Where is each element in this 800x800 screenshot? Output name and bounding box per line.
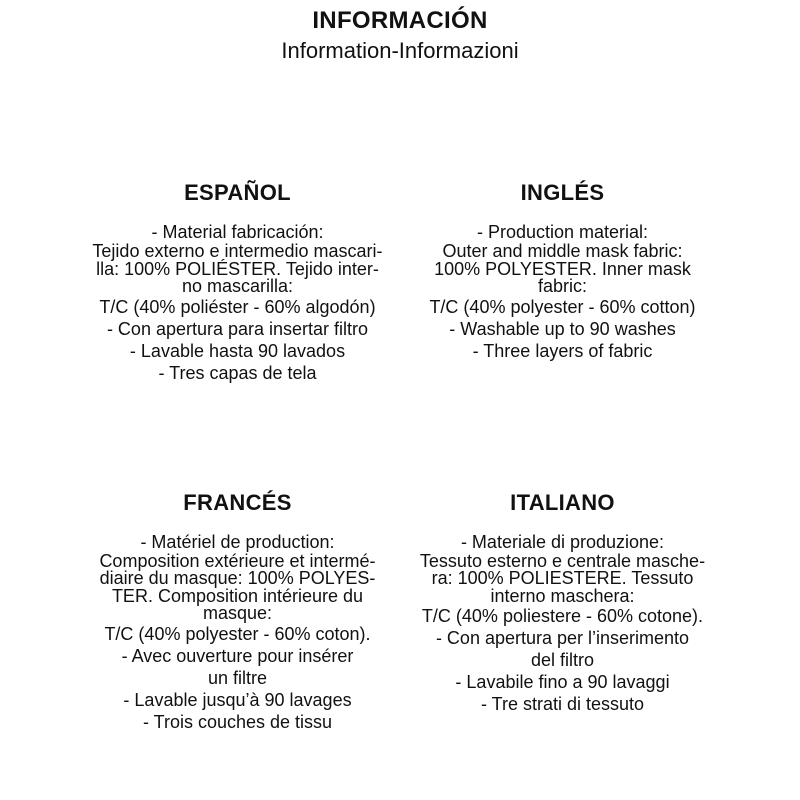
info-line: - Trois couches de tissu bbox=[142, 711, 333, 732]
info-line: - Lavabile fino a 90 lavaggi bbox=[455, 672, 670, 692]
section-title-frances: FRANCÉS bbox=[183, 489, 292, 515]
section-body-ingles bbox=[400, 221, 725, 362]
section-body-italiano bbox=[400, 531, 725, 716]
info-line: - Tres capas de tela bbox=[158, 362, 317, 383]
info-line: - Lavable jusqu’à 90 lavages bbox=[123, 689, 352, 710]
info-line: - Matériel de production: bbox=[140, 531, 335, 552]
info-line: - Washable up to 90 washes bbox=[449, 318, 676, 339]
section-frances bbox=[75, 489, 400, 733]
section-body-frances bbox=[75, 531, 400, 733]
info-line: - Con apertura para insertar filtro bbox=[106, 318, 369, 339]
info-line: T/C (40% polyester - 60% coton). bbox=[104, 623, 371, 644]
info-line: - Con apertura per l’inserimento del filtro bbox=[435, 628, 690, 670]
section-ingles bbox=[400, 182, 725, 384]
section-body-espanol bbox=[75, 221, 400, 384]
info-line: T/C (40% polyester - 60% cotton) bbox=[429, 296, 696, 317]
language-sections bbox=[0, 182, 800, 733]
info-line: T/C (40% poliéster - 60% algodón) bbox=[99, 296, 376, 317]
info-line: - Materiale di produzione: bbox=[460, 531, 665, 552]
section-espanol bbox=[75, 182, 400, 384]
section-italiano bbox=[400, 489, 725, 733]
page-title: INFORMACIÓN bbox=[312, 7, 488, 34]
info-paragraph: Tessuto esterno e centrale masche- ra: 100% POLIESTERE. Tessuto interno maschera: bbox=[419, 550, 706, 606]
info-line: - Three layers of fabric bbox=[472, 340, 653, 361]
info-line: - Production material: bbox=[476, 222, 649, 242]
info-line: - Avec ouverture pour insérer un filtre bbox=[121, 645, 354, 688]
info-line: - Tre strati di tessuto bbox=[480, 694, 645, 714]
section-title-italiano: ITALIANO bbox=[510, 489, 615, 515]
info-paragraph: Composition extérieure et intermé- diaire du masque: 100% POLYES- TER. Composition intérieure du masque: bbox=[99, 550, 376, 623]
section-title-espanol: ESPAÑOL bbox=[184, 180, 291, 205]
info-line: - Lavable hasta 90 lavados bbox=[129, 340, 346, 361]
info-paragraph: Outer and middle mask fabric: 100% POLYESTER. Inner mask fabric: bbox=[434, 241, 691, 296]
section-title-ingles: INGLÉS bbox=[520, 180, 605, 205]
info-line: T/C (40% poliestere - 60% cotone). bbox=[421, 606, 704, 626]
info-line: - Material fabricación: bbox=[151, 222, 324, 242]
page-header bbox=[0, 0, 800, 65]
info-paragraph: Tejido externo e intermedio mascari- lla: 100% POLIÉSTER. Tejido inter- no mascarilla: bbox=[92, 241, 383, 296]
page-subtitle: Information-Informazioni bbox=[281, 38, 519, 63]
